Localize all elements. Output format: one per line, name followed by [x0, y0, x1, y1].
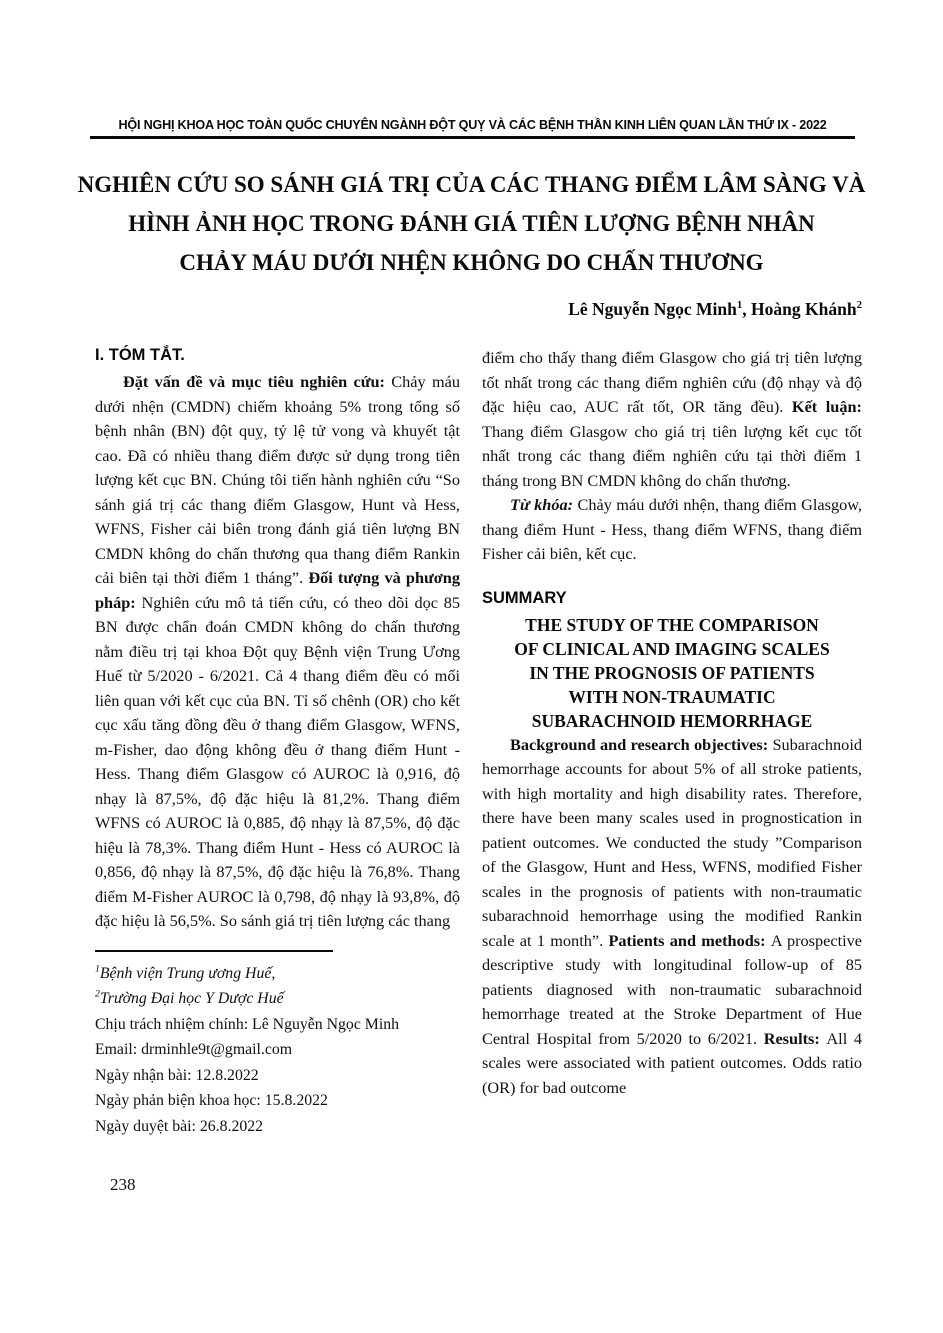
- keywords-paragraph: Từ khóa: Chảy máu dưới nhện, thang điểm Glasgow, thang điểm Hunt - Hess, thang điểm WFNS, thang điểm Fisher cải biên, kết cục.: [482, 495, 862, 563]
- conference-header: HỘI NGHỊ KHOA HỌC TOÀN QUỐC CHUYÊN NGÀNH ĐỘT QUỴ VÀ CÁC BỆNH THẦN KINH LIÊN QUAN LẦN THỨ IX - 2022: [118, 118, 827, 132]
- page-number: 238: [110, 1175, 136, 1194]
- corresponding-author: Chịu trách nhiệm chính: Lê Nguyễn Ngọc Minh: [95, 1015, 400, 1033]
- english-title-line: SUBARACHNOID HEMORRHAGE: [531, 710, 813, 731]
- abstract-continuation-paragraph: điểm cho thấy thang điểm Glasgow cho giá trị tiên lượng tốt nhất trong các thang điểm nghiên cứu (độ nhạy và độ đặc hiệu cao, AUC rất tốt, OR tăng đều). Kết luận: Thang điểm Glasgow cho giá trị tiên lượng kết cục tốt nhất trong các thang điểm nghiên cứu tại thời điểm 1 tháng trong BN CMDN không do chấn thương.: [482, 348, 862, 490]
- summary-paragraph: Background and research objectives: Subarachnoid hemorrhage accounts for about 5% of all stroke patients, with high mortality and high disability rates. Therefore, there have been many scales used in prognostication in patient outcomes. We conducted the study ”Comparison of the Glasgow, Hunt and Hess, WFNS, modified Fisher scales in the prognosis of patients with non-traumatic subarachnoid hemorrhage using the modified Rankin scale at 1 month”. Patients and methods: A prospective descriptive study with longitudinal follow-up of 85 patients diagnosed with non-traumatic subarachnoid hemorrhage treated at the Stroke Department of Hue Central Hospital from 5/2020 to 6/2021. Results: All 4 scales were associated with patient outcomes. Odds ratio (OR) for bad outcome: [482, 734, 862, 1097]
- paper-title-line: CHẢY MÁU DƯỚI NHỆN KHÔNG DO CHẤN THƯƠNG: [179, 250, 764, 275]
- received-date: Ngày nhận bài: 12.8.2022: [95, 1066, 259, 1084]
- accepted-date: Ngày duyệt bài: 26.8.2022: [95, 1117, 264, 1135]
- english-title-line: THE STUDY OF THE COMPARISON: [525, 614, 819, 635]
- review-date: Ngày phản biện khoa học: 15.8.2022: [95, 1092, 328, 1109]
- english-title: [482, 613, 862, 733]
- english-title-line: OF CLINICAL AND IMAGING SCALES: [514, 638, 830, 659]
- corresponding-email: Email: drminhle9t@gmail.com: [95, 1041, 293, 1058]
- english-title-line: IN THE PROGNOSIS OF PATIENTS: [529, 662, 815, 683]
- affiliation-2: $^2$Trường Đại học Y Dược Huế: [95, 988, 284, 1007]
- footnote-divider: [95, 950, 333, 952]
- paper-title: [70, 165, 873, 282]
- summary-heading: SUMMARY: [482, 588, 567, 607]
- abstract-heading: I. TÓM TẮT.: [95, 346, 185, 364]
- paper-title-line: HÌNH ẢNH HỌC TRONG ĐÁNH GIÁ TIÊN LƯỢNG BỆNH NHÂN: [128, 211, 815, 236]
- paper-title-line: NGHIÊN CỨU SO SÁNH GIÁ TRỊ CỦA CÁC THANG ĐIỂM LÂM SÀNG VÀ: [77, 172, 866, 197]
- left-column: [95, 346, 460, 1139]
- footnote-block: [95, 950, 460, 1140]
- authors-line: Lê Nguyễn Ngọc Minh$^1$, Hoàng Khánh$^2$: [568, 299, 862, 319]
- right-column: [482, 346, 862, 1139]
- header-rule: [90, 136, 855, 139]
- abstract-paragraph: Đặt vấn đề và mục tiêu nghiên cứu: Chảy máu dưới nhện (CMDN) chiếm khoảng 5% trong tổng số bệnh nhân (BN) đột quỵ, tỷ lệ tử vong và khuyết tật cao. Đã có nhiều thang điểm được sử dụng trong tiên lượng kết cục BN. Chúng tôi tiến hành nghiên cứu “So sánh giá trị các thang điểm Glasgow, Hunt và Hess, WFNS, Fisher cải biên trong đánh giá tiên lượng BN CMDN không do chấn thương qua thang điểm Rankin cải biên tại thời điểm 1 tháng”. Đối tượng và phương pháp: Nghiên cứu mô tả tiến cứu, có theo dõi dọc 85 BN được chẩn đoán CMDN không do chấn thương nằm điều trị tại khoa Đột quỵ Bệnh viện Trung Ương Huế từ 5/2020 - 6/2021. Cả 4 thang điểm đều có mối liên quan với kết cục của BN. Tỉ số chênh (OR) cho kết cục xấu tăng đồng đều ở thang điểm Glasgow, WFNS, m-Fisher, dao động không đều ở thang điểm Hunt - Hess. Thang điểm Glasgow có AUROC là 0,916, độ nhạy là 87,5%, độ đặc hiệu là 81,2%. Thang điểm WFNS có AUROC là 0,885, độ nhạy là 87,5%, độ đặc hiệu là 78,3%. Thang điểm Hunt - Hess có AUROC là 0,856, độ nhạy là 87,5%, độ đặc hiệu là 76,8%. Thang điểm M-Fisher AUROC là 0,798, độ nhạy là 93,8%, độ đặc hiệu là 56,5%. So sánh giá trị tiên lượng các thang: [95, 372, 461, 930]
- two-column-body: [0, 320, 943, 1139]
- running-head: [0, 0, 943, 139]
- english-title-line: WITH NON-TRAUMATIC: [568, 686, 776, 707]
- affiliation-1: $^1$Bệnh viện Trung ương Huế,: [95, 963, 276, 982]
